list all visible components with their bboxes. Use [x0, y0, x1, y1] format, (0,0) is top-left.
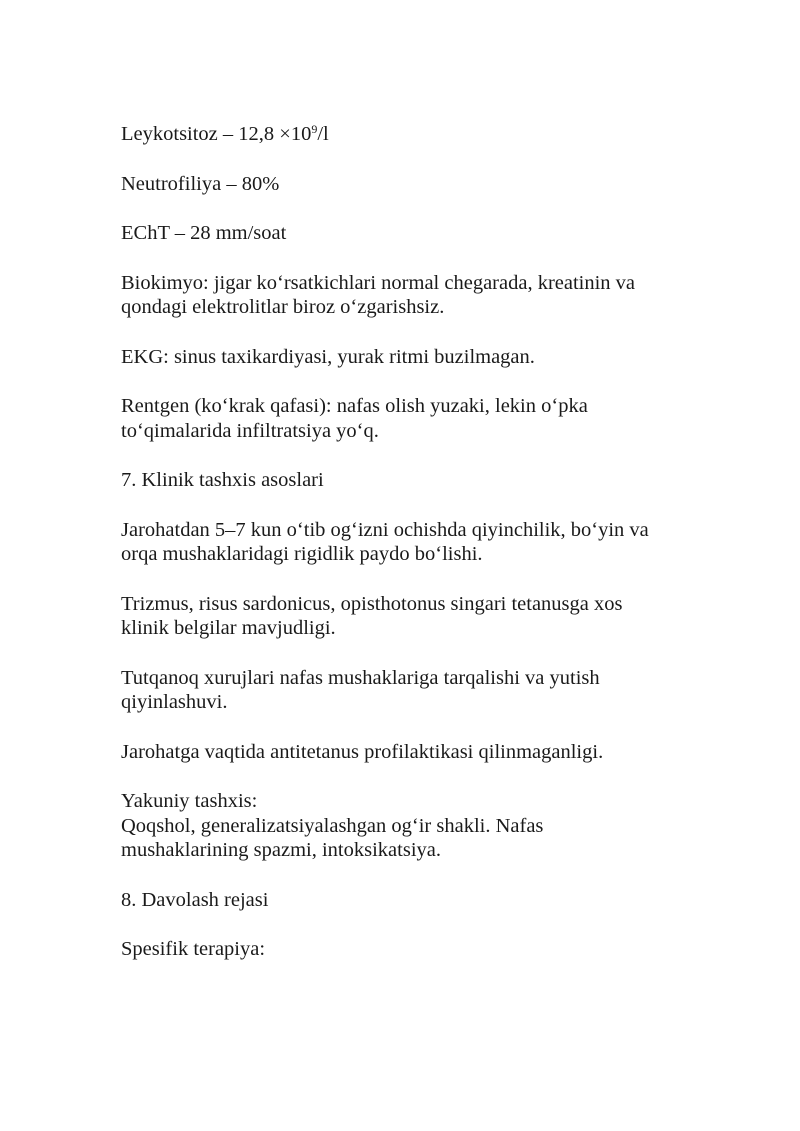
jarohatdan-paragraph: Jarohatdan 5–7 kun o‘tib og‘izni ochishda qiyinchilik, bo‘yin va orqa mushaklaridagi rigidlik paydo bo‘lishi. — [121, 518, 649, 565]
section-8-heading: 8. Davolash rejasi — [121, 888, 269, 911]
leykotsitoz-unit: /l — [317, 123, 329, 145]
final-diagnosis-label: Yakuniy tashxis: — [121, 790, 258, 812]
jarohatga-paragraph: Jarohatga vaqtida antitetanus profilaktikasi qilinmaganligi. — [121, 740, 604, 763]
specific-therapy-label: Spesifik terapiya: — [121, 938, 266, 960]
tutqanoq-paragraph: Tutqanoq xurujlari nafas mushaklariga tarqalishi va yutish qiyinlashuvi. — [121, 666, 600, 713]
lab-neutrofiliya: Neutrofiliya – 80% — [121, 172, 280, 195]
leykotsitoz-text: Leykotsitoz – 12,8 ×10 — [121, 123, 312, 145]
rentgen-paragraph: Rentgen (ko‘krak qafasi): nafas olish yuzaki, lekin o‘pka to‘qimalarida infiltratsiya yo‘q. — [121, 395, 588, 442]
lab-leykotsitoz — [121, 122, 701, 147]
trizmus-paragraph: Trizmus, risus sardonicus, opisthotonus singari tetanusga xos klinik belgilar mavjudligi. — [121, 592, 623, 639]
lab-echt: EChT – 28 mm/soat — [121, 222, 287, 244]
biokimyo-paragraph: Biokimyo: jigar ko‘rsatkichlari normal chegarada, kreatinin va qondagi elektrolitlar biroz o‘zgarishsiz. — [121, 271, 636, 318]
leykotsitoz-exponent: 9 — [311, 122, 318, 136]
section-7-heading: 7. Klinik tashxis asoslari — [121, 469, 324, 491]
ekg-paragraph: EKG: sinus taxikardiyasi, yurak ritmi buzilmagan. — [121, 345, 535, 368]
final-diagnosis-text: Qoqshol, generalizatsiyalashgan og‘ir shakli. Nafas mushaklarining spazmi, intoksikatsiya. — [121, 814, 544, 861]
document-body — [121, 122, 701, 987]
